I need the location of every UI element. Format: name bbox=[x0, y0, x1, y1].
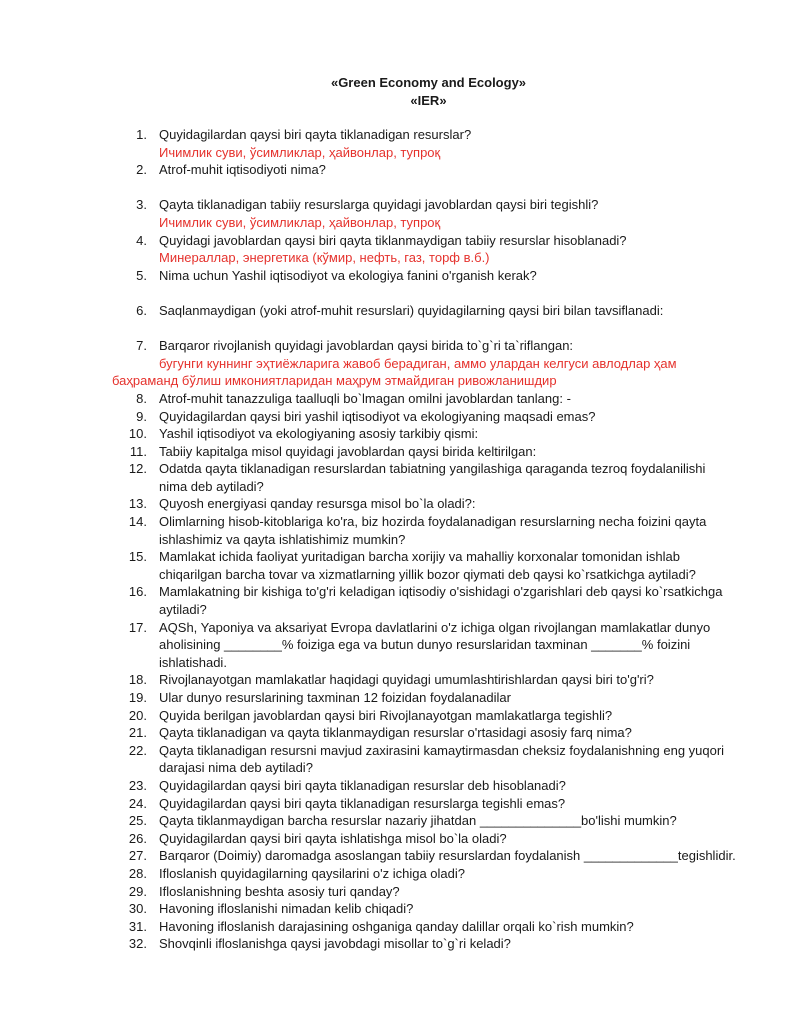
question-body bbox=[159, 196, 598, 214]
question-text: Qayta tiklanadigan va qayta tiklanmaydigan resurslar o'rtasidagi asosiy farq nima? bbox=[159, 725, 632, 741]
question-number: 20. bbox=[128, 707, 147, 723]
answer-text: баҳраманд бўлиш имкониятларидан маҳрум этмайдиган ривожланишдир bbox=[112, 373, 557, 389]
question-text: aytiladi? bbox=[159, 602, 207, 618]
title-block bbox=[112, 74, 745, 110]
question-body bbox=[159, 513, 706, 548]
question-text: Tabiiy kapitalga misol quyidagi javoblardan qaysi birida keltirilgan: bbox=[159, 443, 537, 459]
question-item bbox=[112, 795, 800, 813]
question-body bbox=[159, 390, 571, 408]
question-text: Havoning ifloslanishi nimadan kelib chiqadi? bbox=[159, 901, 414, 917]
question-number: 5. bbox=[136, 267, 147, 283]
question-text: Quyidagilardan qaysi biri qayta tiklanadigan resurslar deb hisoblanadi? bbox=[159, 777, 566, 793]
question-number: 8. bbox=[136, 390, 147, 406]
question-item bbox=[112, 865, 800, 883]
question-number: 12. bbox=[128, 461, 147, 477]
question-number: 19. bbox=[128, 690, 147, 705]
question-item bbox=[112, 724, 800, 742]
question-body bbox=[159, 408, 595, 426]
question-item bbox=[112, 883, 800, 901]
question-body bbox=[159, 847, 736, 865]
question-item bbox=[112, 460, 800, 495]
question-text: Yashil iqtisodiyot va ekologiyaning asosiy tarkibiy qismi: bbox=[159, 426, 479, 442]
question-item bbox=[112, 935, 800, 953]
question-item bbox=[112, 548, 800, 583]
question-text: Quyosh energiyasi qanday resursga misol bo`la oladi?: bbox=[159, 496, 476, 512]
question-item bbox=[112, 232, 800, 250]
question-text: Odatda qayta tiklanadigan resurslardan tabiatning yangilashiga qaraganda tezroq foydalanilishi bbox=[159, 461, 706, 477]
question-item bbox=[112, 302, 800, 320]
question-item bbox=[112, 443, 800, 461]
question-body bbox=[159, 671, 654, 689]
question-number: 18. bbox=[128, 672, 147, 688]
question-body bbox=[159, 302, 663, 320]
question-item bbox=[112, 742, 800, 777]
question-number: 4. bbox=[136, 232, 147, 248]
question-text: Qayta tiklanadigan tabiiy resurslarga quyidagi javoblardan qaysi biri tegishli? bbox=[159, 197, 599, 213]
question-text: Barqaror rivojlanish quyidagi javoblardan qaysi birida to`g`ri ta`riflangan: bbox=[159, 338, 574, 354]
question-text: Qayta tiklanadigan resursni mavjud zaxirasini kamaytirmasdan cheksiz foydalanishning eng yuqori bbox=[159, 742, 725, 758]
question-item bbox=[112, 337, 800, 355]
question-body bbox=[159, 724, 632, 742]
question-text: Atrof-muhit tanazzuliga taalluqli bo`lmagan omilni javoblardan tanlang: - bbox=[159, 390, 571, 406]
question-number: 13. bbox=[128, 496, 147, 512]
blank-line bbox=[0, 179, 800, 197]
answer-block bbox=[112, 249, 800, 267]
question-number: 2. bbox=[136, 162, 147, 178]
question-number: 16. bbox=[128, 584, 147, 600]
question-item bbox=[112, 707, 800, 725]
answer-text: Ичимлик суви, ўсимликлар, ҳайвонлар, тупроқ bbox=[159, 144, 441, 160]
question-body bbox=[159, 619, 710, 672]
question-item bbox=[112, 830, 800, 848]
question-item bbox=[112, 689, 800, 707]
question-text: AQSh, Yaponiya va aksariyat Evropa davlatlarini o'z ichiga olgan rivojlangan mamlakatlar dunyo bbox=[159, 619, 711, 635]
question-item bbox=[112, 126, 800, 144]
answer-block bbox=[112, 355, 800, 390]
question-text: Quyida berilgan javoblardan qaysi biri Rivojlanayotgan mamlakatlarga tegishli? bbox=[159, 707, 613, 723]
question-body bbox=[159, 900, 413, 918]
question-text: Qayta tiklanmaydigan barcha resurslar nazariy jihatdan ______________bo'lishi mumkin? bbox=[159, 813, 677, 829]
question-body bbox=[159, 583, 722, 618]
question-number: 14. bbox=[128, 514, 147, 530]
question-number: 29. bbox=[128, 883, 147, 899]
question-number: 24. bbox=[128, 795, 147, 811]
question-number: 17. bbox=[128, 619, 147, 635]
question-number: 32. bbox=[128, 936, 147, 952]
question-body bbox=[159, 742, 724, 777]
question-text: Atrof-muhit iqtisodiyoti nima? bbox=[159, 162, 326, 178]
answer-text: бугунги куннинг эҳтиёжларига жавоб берадиган, аммо улардан келгуси авлодлар ҳам bbox=[159, 355, 677, 371]
question-body bbox=[159, 443, 536, 461]
question-item bbox=[112, 267, 800, 285]
question-number: 7. bbox=[136, 338, 147, 354]
question-list bbox=[0, 126, 800, 953]
question-item bbox=[112, 196, 800, 214]
question-number: 3. bbox=[136, 197, 147, 213]
blank-line bbox=[0, 284, 800, 302]
question-item bbox=[112, 513, 800, 548]
document-title: «Green Economy and Ecology» bbox=[330, 75, 527, 90]
question-body bbox=[159, 548, 696, 583]
question-body bbox=[159, 707, 612, 725]
answer-block bbox=[112, 144, 800, 162]
question-text: Saqlanmaydigan (yoki atrof-muhit resurslari) quyidagilarning qaysi biri bilan tavsiflanadi: bbox=[159, 302, 664, 318]
question-body bbox=[159, 460, 705, 495]
question-text: Rivojlanayotgan mamlakatlar haqidagi quyidagi umumlashtirishlardan qaysi biri to'g'ri? bbox=[159, 672, 654, 688]
question-number: 11. bbox=[129, 443, 147, 459]
answer-text: Ичимлик суви, ўсимликлар, ҳайвонлар, тупроқ bbox=[159, 214, 441, 230]
question-body bbox=[159, 865, 465, 883]
question-text: Ifloslanish quyidagilarning qaysilarini o'z ichiga oladi? bbox=[159, 865, 465, 881]
question-item bbox=[112, 812, 800, 830]
question-item bbox=[112, 777, 800, 795]
question-number: 9. bbox=[136, 408, 147, 424]
question-item bbox=[112, 583, 800, 618]
question-body bbox=[159, 830, 507, 848]
question-number: 28. bbox=[128, 865, 147, 881]
question-body bbox=[159, 232, 627, 250]
question-number: 6. bbox=[136, 302, 147, 318]
question-item bbox=[112, 671, 800, 689]
question-item bbox=[112, 425, 800, 443]
question-text: Quyidagilardan qaysi biri qayta ishlatishga misol bo`la oladi? bbox=[159, 830, 507, 846]
question-body bbox=[159, 495, 476, 513]
question-item bbox=[112, 390, 800, 408]
question-item bbox=[112, 495, 800, 513]
question-text: Havoning ifloslanish darajasining oshganiga qanday dalillar orqali ko`rish mumkin? bbox=[159, 918, 634, 934]
question-text: aholisining ________% foiziga ega va butun dunyo resurslaridan taxminan _______% foizini bbox=[159, 637, 691, 653]
question-number: 15. bbox=[128, 549, 147, 565]
question-number: 31. bbox=[128, 918, 147, 934]
question-text: darajasi nima deb aytiladi? bbox=[159, 760, 313, 776]
question-item bbox=[112, 408, 800, 426]
question-number: 23. bbox=[128, 777, 147, 793]
question-text: ishlatishadi. bbox=[159, 654, 227, 670]
question-item bbox=[112, 918, 800, 936]
question-text: Olimlarning hisob-kitoblariga ko'ra, biz hozirda foydalanadigan resurslarning necha foizini qayta bbox=[159, 514, 707, 530]
question-body bbox=[159, 795, 565, 813]
question-body bbox=[159, 812, 677, 830]
question-body bbox=[159, 267, 537, 285]
question-number: 10. bbox=[128, 426, 147, 442]
question-body bbox=[159, 935, 511, 953]
question-text: ishlashimiz va qayta ishlatishimiz mumkin? bbox=[159, 531, 406, 547]
question-item bbox=[112, 161, 800, 179]
question-body bbox=[159, 161, 326, 179]
question-body bbox=[159, 918, 634, 936]
question-text: Ular dunyo resurslarining taxminan 12 foizidan foydalanadilar bbox=[159, 690, 511, 705]
question-body bbox=[159, 126, 471, 144]
question-text: Shovqinli ifloslanishga qaysi javobdagi misollar to`g`ri keladi? bbox=[159, 936, 511, 952]
blank-line bbox=[0, 320, 800, 338]
question-text: Quyidagilardan qaysi biri qayta tiklanadigan resurslar? bbox=[159, 127, 472, 142]
question-text: Quyidagilardan qaysi biri qayta tiklanadigan resurslarga tegishli emas? bbox=[159, 795, 566, 811]
answer-block bbox=[112, 214, 800, 232]
question-text: nima deb aytiladi? bbox=[159, 478, 264, 494]
question-body bbox=[159, 777, 566, 795]
answer-text: Минераллар, энергетика (кўмир, нефть, газ, торф в.б.) bbox=[159, 250, 490, 266]
question-text: Barqaror (Doimiy) daromadga asoslangan tabiiy resurslardan foydalanish _____________tegishlidir. bbox=[159, 848, 736, 864]
question-number: 30. bbox=[128, 901, 147, 917]
question-body bbox=[159, 689, 511, 707]
question-number: 27. bbox=[128, 848, 147, 864]
question-number: 26. bbox=[128, 830, 147, 846]
question-number: 1. bbox=[136, 127, 147, 142]
question-text: Quyidagi javoblardan qaysi biri qayta tiklanmaydigan tabiiy resurslar hisoblanadi? bbox=[159, 232, 627, 248]
question-text: Mamlakatning bir kishiga to'g'ri keladigan iqtisodiy o'sishidagi o'zgarishlari deb qaysi ko`rsatkichga bbox=[159, 584, 723, 600]
question-text: Ifloslanishning beshta asosiy turi qanday? bbox=[159, 883, 400, 899]
question-body bbox=[159, 883, 400, 901]
document-subtitle: «IER» bbox=[410, 93, 447, 108]
question-text: Quyidagilardan qaysi biri yashil iqtisodiyot va ekologiyaning maqsadi emas? bbox=[159, 408, 596, 424]
question-number: 25. bbox=[128, 813, 147, 829]
question-number: 21. bbox=[128, 725, 147, 741]
question-item bbox=[112, 619, 800, 672]
question-text: Nima uchun Yashil iqtisodiyot va ekologiya fanini o'rganish kerak? bbox=[159, 267, 537, 283]
question-body bbox=[159, 425, 478, 443]
question-text: chiqarilgan barcha tovar va xizmatlarning yillik bozor qiymati deb qaysi ko`rsatkichga aytiladi? bbox=[159, 566, 696, 582]
question-body bbox=[159, 337, 573, 355]
question-item bbox=[112, 900, 800, 918]
question-text: Mamlakat ichida faoliyat yuritadigan barcha xorijiy va mahalliy korxonalar tomonidan ishlab bbox=[159, 549, 680, 565]
question-item bbox=[112, 847, 800, 865]
question-number: 22. bbox=[128, 742, 147, 758]
